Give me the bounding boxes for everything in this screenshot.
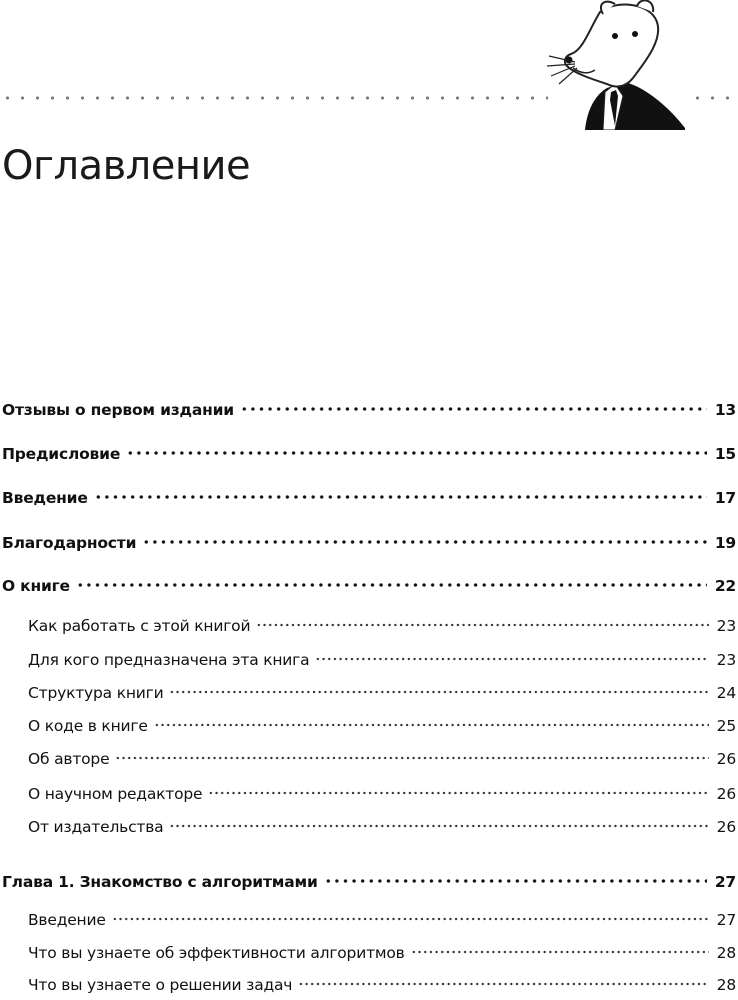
dot-leader — [324, 879, 707, 883]
toc-entry-page: 22 — [714, 577, 736, 595]
dot-leader — [315, 657, 708, 661]
toc-entry-page: 24 — [716, 684, 736, 702]
dot-leader — [154, 723, 709, 727]
toc-entry-page: 27 — [716, 911, 736, 929]
toc-entry[interactable] — [2, 869, 736, 895]
toc-entry-page: 27 — [714, 873, 736, 891]
dot-leader — [126, 451, 707, 455]
toc-entry-page: 26 — [716, 750, 736, 768]
toc-entry-page: 26 — [716, 785, 736, 803]
toc-entry-title: Благодарности — [2, 534, 137, 552]
toc-entry-title: От издательства — [28, 818, 164, 836]
toc-entry-page: 23 — [716, 617, 736, 635]
toc-entry-title: Введение — [28, 911, 106, 929]
toc-subentry[interactable] — [28, 713, 736, 739]
toc-subentry[interactable] — [28, 940, 736, 966]
dot-leader — [298, 982, 708, 986]
toc-entry[interactable] — [2, 573, 736, 599]
toc-entry-title: О книге — [2, 577, 70, 595]
toc-entry-title: Как работать с этой книгой — [28, 617, 251, 635]
dot-leader — [208, 791, 708, 795]
toc-entry[interactable] — [2, 530, 736, 556]
toc-entry-page: 28 — [716, 976, 736, 994]
toc-entry-title: Структура книги — [28, 684, 164, 702]
toc-entry-page: 15 — [714, 445, 736, 463]
toc-subentry[interactable] — [28, 972, 736, 998]
toc-entry-title: О научном редакторе — [28, 785, 203, 803]
dot-leader — [112, 917, 709, 921]
toc-entry-title: Что вы узнаете о решении задач — [28, 976, 293, 994]
toc-subentry[interactable] — [28, 647, 736, 673]
toc-entry-page: 23 — [716, 651, 736, 669]
rat-mascot-icon — [545, 0, 690, 130]
dot-leader — [240, 407, 707, 411]
dotted-header-rule-left — [0, 96, 548, 100]
dot-leader — [94, 495, 707, 499]
dot-leader — [411, 950, 709, 954]
toc-entry-page: 19 — [714, 534, 736, 552]
dot-leader — [169, 690, 708, 694]
toc-entry-title: Об авторе — [28, 750, 110, 768]
toc-entry[interactable] — [2, 485, 736, 511]
toc-subentry[interactable] — [28, 680, 736, 706]
toc-entry-page: 13 — [714, 401, 736, 419]
toc-entry-title: Глава 1. Знакомство с алгоритмами — [2, 873, 318, 891]
dot-leader — [76, 583, 707, 587]
toc-entry-title: Предисловие — [2, 445, 121, 463]
toc-entry[interactable] — [2, 441, 736, 467]
dot-leader — [256, 623, 708, 627]
dot-leader — [142, 540, 707, 544]
toc-entry[interactable] — [2, 397, 736, 423]
toc-entry-title: Что вы узнаете об эффективности алгоритмов — [28, 944, 405, 962]
toc-entry-title: Введение — [2, 489, 88, 507]
toc-entry-title: Отзывы о первом издании — [2, 401, 234, 419]
toc-entry-page: 25 — [716, 717, 736, 735]
toc-subentry[interactable] — [28, 814, 736, 840]
toc-subentry[interactable] — [28, 781, 736, 807]
dot-leader — [115, 756, 708, 760]
toc-subentry[interactable] — [28, 613, 736, 639]
toc-entry-title: Для кого предназначена эта книга — [28, 651, 310, 669]
dot-leader — [169, 824, 708, 828]
toc-entry-page: 28 — [716, 944, 736, 962]
dotted-header-rule-right — [690, 96, 738, 100]
page-title: Оглавление — [2, 143, 251, 189]
toc-subentry[interactable] — [28, 907, 736, 933]
toc-entry-title: О коде в книге — [28, 717, 148, 735]
toc-entry-page: 26 — [716, 818, 736, 836]
toc-entry-page: 17 — [714, 489, 736, 507]
toc-subentry[interactable] — [28, 746, 736, 772]
